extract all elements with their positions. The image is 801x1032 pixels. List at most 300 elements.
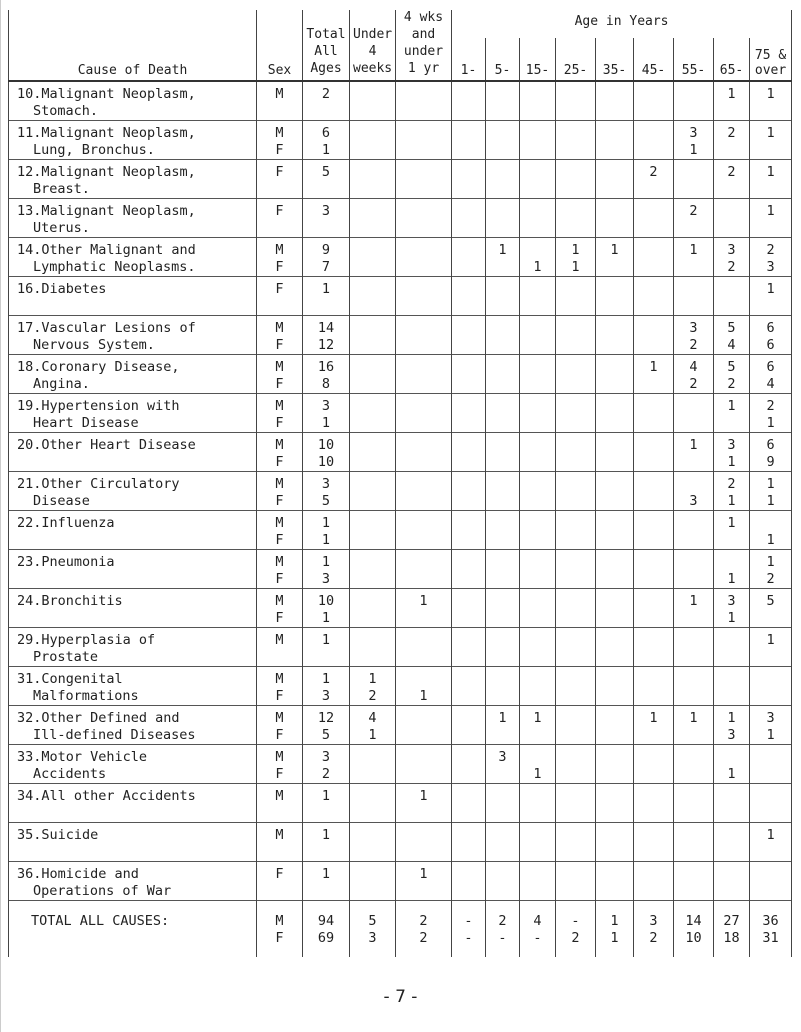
header-sex: Sex — [257, 10, 303, 81]
age-65-cell-line — [717, 749, 746, 766]
header-cause: Cause of Death — [9, 10, 257, 81]
sex-cell — [257, 784, 303, 823]
age-15-cell-line — [523, 554, 552, 571]
4wks-under-1yr-cell-line — [399, 749, 448, 766]
age-35-cell — [596, 628, 634, 667]
age-35-cell-line — [599, 103, 630, 120]
4wks-under-1yr-cell-line — [399, 671, 448, 688]
sex-cell-line: M — [275, 632, 284, 648]
under-4-weeks-cell-line — [353, 437, 392, 454]
age-15-cell — [520, 316, 556, 355]
age-25-cell-line: 1 — [571, 242, 580, 258]
4wks-under-1yr-cell — [396, 433, 452, 472]
under-4-weeks-cell-line — [353, 142, 392, 159]
age-45-cell-line — [637, 688, 670, 705]
under-4-weeks-cell-line — [353, 883, 392, 900]
age-65-cell-line: 2 — [727, 376, 736, 392]
total-cell-line: 6 — [321, 125, 331, 141]
age-25-cell-line — [559, 164, 592, 181]
age-75-over-cell-line — [753, 142, 788, 159]
age-25-cell — [556, 862, 596, 901]
age-75-over-cell-line: 1 — [766, 86, 775, 102]
totals-row — [9, 901, 792, 958]
age-5-cell-line — [489, 883, 516, 900]
age-65-cell — [714, 511, 750, 550]
sex-cell-line — [260, 103, 299, 120]
total-cell-line — [306, 649, 346, 666]
age-45-cell-line — [637, 827, 670, 844]
age-45-cell — [634, 433, 674, 472]
total-sex-cell-line: M — [275, 913, 284, 929]
sex-cell — [257, 121, 303, 160]
4wks-under-1yr-cell — [396, 238, 452, 277]
age-55-cell — [674, 628, 714, 667]
4wks-under-1yr-cell — [396, 355, 452, 394]
age-35-cell-line — [599, 844, 630, 861]
under-4-weeks-cell-line — [353, 571, 392, 588]
age-5-cell — [486, 862, 520, 901]
total-age-1-cell-line: - — [464, 913, 473, 929]
age-75-over-cell-line: 5 — [766, 593, 775, 609]
age-1-cell-line — [455, 749, 482, 766]
age-15-cell-line — [523, 181, 552, 198]
header-under-4-weeks: Under 4 weeks — [350, 10, 396, 81]
sex-cell-line: M — [275, 827, 284, 843]
age-75-over-cell-line: 1 — [766, 164, 775, 180]
age-45-cell-line — [637, 103, 670, 120]
age-65-cell-line — [717, 203, 746, 220]
age-1-cell-line — [455, 320, 482, 337]
total-age-35-cell-line: 1 — [610, 930, 619, 946]
age-55-cell — [674, 316, 714, 355]
table-row — [9, 823, 792, 862]
age-1-cell-line — [455, 125, 482, 142]
age-65-cell-line — [717, 103, 746, 120]
total-cell-line: 1 — [321, 632, 331, 648]
age-65-cell — [714, 472, 750, 511]
age-25-cell-line — [559, 710, 592, 727]
cause-cell-line: Breast. — [33, 181, 90, 197]
under-4-weeks-cell — [350, 511, 396, 550]
age-15-cell — [520, 784, 556, 823]
age-5-cell — [486, 628, 520, 667]
sex-cell-line — [260, 649, 299, 666]
sex-cell-line: M — [275, 359, 284, 375]
age-1-cell — [452, 199, 486, 238]
cause-cell — [9, 823, 257, 862]
header-total: Total All Ages — [303, 10, 350, 81]
total-age-5-cell — [486, 901, 520, 958]
age-65-cell-line: 1 — [727, 710, 736, 726]
age-15-cell-line — [523, 415, 552, 432]
age-1-cell-line — [455, 710, 482, 727]
age-15-cell-line — [523, 532, 552, 549]
age-15-cell-line — [523, 827, 552, 844]
age-5-cell-line — [489, 164, 516, 181]
age-15-cell — [520, 238, 556, 277]
age-25-cell-line — [559, 827, 592, 844]
age-15-cell — [520, 745, 556, 784]
4wks-under-1yr-cell-line — [399, 571, 448, 588]
age-15-cell-line — [523, 515, 552, 532]
age-15-cell-line — [523, 203, 552, 220]
age-25-cell-line — [559, 671, 592, 688]
age-35-cell — [596, 784, 634, 823]
under-4-weeks-cell-line — [353, 805, 392, 822]
age-35-cell — [596, 433, 634, 472]
age-15-cell-line — [523, 359, 552, 376]
age-15-cell-line — [523, 142, 552, 159]
age-5-cell-line — [489, 142, 516, 159]
age-1-cell-line — [455, 337, 482, 354]
age-15-cell — [520, 589, 556, 628]
age-75-over-cell — [750, 355, 792, 394]
table-row — [9, 550, 792, 589]
under-4-weeks-cell — [350, 355, 396, 394]
age-45-cell-line — [637, 532, 670, 549]
total-cell — [303, 277, 350, 316]
age-55-cell-line — [677, 571, 710, 588]
age-1-cell-line — [455, 766, 482, 783]
under-4-weeks-cell-line — [353, 86, 392, 103]
age-1-cell-line — [455, 398, 482, 415]
age-25-cell-line — [559, 766, 592, 783]
age-55-cell-line — [677, 827, 710, 844]
age-65-cell-line: 2 — [727, 259, 736, 275]
age-25-cell-line — [559, 86, 592, 103]
age-1-cell-line — [455, 242, 482, 259]
under-4-weeks-cell-line — [353, 649, 392, 666]
age-35-cell — [596, 862, 634, 901]
under-4-weeks-cell — [350, 472, 396, 511]
age-35-cell-line — [599, 571, 630, 588]
total-cell-line — [306, 883, 346, 900]
age-15-cell-line — [523, 454, 552, 471]
age-45-cell — [634, 316, 674, 355]
age-1-cell — [452, 238, 486, 277]
age-5-cell-line — [489, 493, 516, 510]
age-1-cell-line — [455, 86, 482, 103]
age-65-cell-line — [717, 883, 746, 900]
age-45-cell — [634, 160, 674, 199]
age-65-cell-line: 1 — [727, 610, 736, 626]
sex-cell — [257, 550, 303, 589]
age-5-cell-line — [489, 632, 516, 649]
age-45-cell — [634, 745, 674, 784]
age-15-cell-line — [523, 220, 552, 237]
total-age-75-over-cell — [750, 901, 792, 958]
under-4-weeks-cell — [350, 550, 396, 589]
total-under-4-weeks-cell — [350, 901, 396, 958]
age-5-cell-line — [489, 866, 516, 883]
age-45-cell-line — [637, 242, 670, 259]
age-75-over-cell-line: 9 — [766, 454, 775, 470]
age-75-over-cell — [750, 511, 792, 550]
total-cell-line: 7 — [321, 259, 331, 275]
age-1-cell-line — [455, 610, 482, 627]
age-1-cell — [452, 277, 486, 316]
cause-cell-line: 17.Vascular Lesions of — [17, 320, 196, 336]
under-4-weeks-cell — [350, 823, 396, 862]
age-1-cell — [452, 589, 486, 628]
age-65-cell-line — [717, 220, 746, 237]
age-25-cell-line — [559, 788, 592, 805]
age-35-cell-line — [599, 376, 630, 393]
table-row — [9, 706, 792, 745]
mortality-table-sheet — [8, 10, 791, 957]
cause-cell-line: 21.Other Circulatory — [17, 476, 180, 492]
total-cell — [303, 862, 350, 901]
age-5-cell — [486, 277, 520, 316]
age-35-cell — [596, 472, 634, 511]
total-cell-line: 9 — [321, 242, 331, 258]
table-row — [9, 589, 792, 628]
age-35-cell-line — [599, 359, 630, 376]
age-25-cell — [556, 784, 596, 823]
age-75-over-cell-line: 6 — [766, 437, 775, 453]
age-35-cell — [596, 316, 634, 355]
age-25-cell-line — [559, 593, 592, 610]
4wks-under-1yr-cell — [396, 121, 452, 160]
age-65-cell-line: 1 — [727, 515, 736, 531]
age-55-cell-line — [677, 610, 710, 627]
4wks-under-1yr-cell-line — [399, 142, 448, 159]
4wks-under-1yr-cell — [396, 472, 452, 511]
under-4-weeks-cell — [350, 589, 396, 628]
total-age-65-cell-line: 27 — [723, 913, 740, 929]
age-25-cell-line — [559, 515, 592, 532]
total-age-15-cell-line: - — [533, 930, 542, 946]
total-cell-line: 3 — [321, 476, 331, 492]
age-15-cell — [520, 667, 556, 706]
age-25-cell-line — [559, 571, 592, 588]
sex-cell — [257, 238, 303, 277]
age-65-cell-line — [717, 788, 746, 805]
age-5-cell — [486, 81, 520, 121]
4wks-under-1yr-cell — [396, 823, 452, 862]
4wks-under-1yr-cell — [396, 706, 452, 745]
age-15-cell-line — [523, 883, 552, 900]
table-row — [9, 160, 792, 199]
age-5-cell — [486, 823, 520, 862]
age-55-cell-line — [677, 883, 710, 900]
age-15-cell-line: 1 — [533, 259, 542, 275]
4wks-under-1yr-cell-line — [399, 844, 448, 861]
4wks-under-1yr-cell-line — [399, 649, 448, 666]
age-75-over-cell — [750, 277, 792, 316]
table-body — [9, 81, 792, 957]
age-5-cell — [486, 667, 520, 706]
sex-cell-line: F — [275, 454, 284, 470]
age-75-over-cell-line: 1 — [766, 125, 775, 141]
age-25-cell — [556, 589, 596, 628]
age-35-cell-line — [599, 515, 630, 532]
age-15-cell — [520, 823, 556, 862]
age-25-cell-line — [559, 298, 592, 315]
age-75-over-cell-line — [753, 671, 788, 688]
total-cell-line: 3 — [321, 203, 331, 219]
age-55-cell — [674, 667, 714, 706]
cause-cell-line: Accidents — [33, 766, 107, 782]
sex-cell-line: M — [275, 788, 284, 804]
total-cell — [303, 316, 350, 355]
age-75-over-cell-line: 6 — [766, 359, 775, 375]
4wks-under-1yr-cell-line — [399, 259, 448, 276]
under-4-weeks-cell — [350, 706, 396, 745]
age-65-cell — [714, 238, 750, 277]
age-25-cell-line — [559, 688, 592, 705]
age-1-cell — [452, 394, 486, 433]
table-row — [9, 784, 792, 823]
age-75-over-cell — [750, 160, 792, 199]
total-cell-line — [306, 844, 346, 861]
cause-cell-line: Angina. — [33, 376, 90, 392]
age-75-over-cell-line: 2 — [766, 571, 775, 587]
age-15-cell-line — [523, 281, 552, 298]
age-5-cell — [486, 355, 520, 394]
4wks-under-1yr-cell — [396, 745, 452, 784]
age-55-cell-line — [677, 515, 710, 532]
age-65-cell-line: 3 — [727, 437, 736, 453]
age-25-cell-line — [559, 476, 592, 493]
age-1-cell-line — [455, 415, 482, 432]
age-65-cell-line: 5 — [727, 359, 736, 375]
age-55-cell-line: 1 — [689, 142, 698, 158]
age-45-cell — [634, 862, 674, 901]
header-age-35: 35- — [596, 38, 634, 81]
cause-cell-line — [17, 298, 253, 315]
age-1-cell-line — [455, 688, 482, 705]
age-55-cell-line: 3 — [689, 493, 698, 509]
age-35-cell-line — [599, 632, 630, 649]
age-5-cell-line — [489, 554, 516, 571]
age-65-cell — [714, 745, 750, 784]
age-75-over-cell — [750, 667, 792, 706]
age-25-cell — [556, 277, 596, 316]
age-75-over-cell-line: 1 — [766, 632, 775, 648]
table-row — [9, 433, 792, 472]
age-1-cell-line — [455, 298, 482, 315]
age-75-over-cell-line — [753, 766, 788, 783]
cause-cell — [9, 472, 257, 511]
age-5-cell — [486, 589, 520, 628]
age-25-cell — [556, 160, 596, 199]
age-65-cell-line — [717, 688, 746, 705]
age-5-cell-line — [489, 125, 516, 142]
under-4-weeks-cell — [350, 316, 396, 355]
age-5-cell-line — [489, 398, 516, 415]
age-25-cell — [556, 628, 596, 667]
age-55-cell-line — [677, 454, 710, 471]
age-35-cell-line — [599, 766, 630, 783]
total-age-55-cell — [674, 901, 714, 958]
cause-cell-line: 33.Motor Vehicle — [17, 749, 148, 765]
age-5-cell-line — [489, 320, 516, 337]
age-35-cell-line — [599, 866, 630, 883]
age-35-cell-line — [599, 610, 630, 627]
sex-cell — [257, 277, 303, 316]
age-75-over-cell-line: 1 — [766, 554, 775, 570]
total-cell-line: 12 — [317, 337, 335, 353]
age-65-cell-line: 1 — [727, 493, 736, 509]
age-35-cell-line — [599, 437, 630, 454]
age-75-over-cell-line — [753, 883, 788, 900]
total-age-1-cell — [452, 901, 486, 958]
age-45-cell — [634, 706, 674, 745]
age-35-cell-line — [599, 415, 630, 432]
age-45-cell-line — [637, 181, 670, 198]
age-1-cell-line — [455, 164, 482, 181]
age-45-cell-line: 1 — [649, 359, 658, 375]
total-cell — [303, 589, 350, 628]
age-75-over-cell-line: 1 — [766, 476, 775, 492]
cause-cell-line: 19.Hypertension with — [17, 398, 180, 414]
age-35-cell-line — [599, 532, 630, 549]
age-55-cell-line — [677, 766, 710, 783]
age-45-cell — [634, 823, 674, 862]
cause-cell-line: 11.Malignant Neoplasm, — [17, 125, 196, 141]
age-25-cell-line — [559, 437, 592, 454]
sex-cell-line: F — [275, 142, 284, 158]
age-35-cell-line — [599, 181, 630, 198]
age-35-cell — [596, 277, 634, 316]
age-1-cell — [452, 433, 486, 472]
age-1-cell — [452, 472, 486, 511]
age-35-cell-line — [599, 827, 630, 844]
age-15-cell-line — [523, 649, 552, 666]
age-1-cell-line — [455, 515, 482, 532]
age-65-cell — [714, 81, 750, 121]
age-5-cell-line — [489, 532, 516, 549]
age-35-cell — [596, 745, 634, 784]
age-45-cell — [634, 784, 674, 823]
table-row — [9, 472, 792, 511]
cause-cell-line: Ill-defined Diseases — [33, 727, 196, 743]
age-35-cell — [596, 706, 634, 745]
age-65-cell — [714, 589, 750, 628]
age-45-cell-line — [637, 727, 670, 744]
age-55-cell-line: 1 — [689, 242, 698, 258]
total-age-25-cell — [556, 901, 596, 958]
cause-cell-line — [17, 454, 253, 471]
age-25-cell-line — [559, 883, 592, 900]
age-15-cell-line — [523, 866, 552, 883]
age-55-cell-line: 2 — [689, 337, 698, 353]
sex-cell-line: M — [275, 593, 284, 609]
age-25-cell — [556, 199, 596, 238]
cause-cell-line: 29.Hyperplasia of — [17, 632, 156, 648]
age-25-cell-line — [559, 844, 592, 861]
age-45-cell-line — [637, 259, 670, 276]
age-35-cell-line — [599, 883, 630, 900]
age-35-cell-line — [599, 688, 630, 705]
age-15-cell — [520, 277, 556, 316]
age-5-cell-line — [489, 359, 516, 376]
under-4-weeks-cell — [350, 199, 396, 238]
age-25-cell — [556, 472, 596, 511]
cause-cell — [9, 862, 257, 901]
total-cell-line: 1 — [321, 554, 331, 570]
total-cell-line: 8 — [321, 376, 331, 392]
total-under-4-weeks-cell-line: 3 — [368, 930, 377, 946]
age-55-cell — [674, 823, 714, 862]
total-total-cell-line: 94 — [317, 913, 335, 929]
age-65-cell-line: 1 — [727, 398, 736, 414]
under-4-weeks-cell-line: 1 — [368, 671, 377, 687]
age-55-cell-line — [677, 103, 710, 120]
4wks-under-1yr-cell — [396, 511, 452, 550]
age-15-cell-line — [523, 476, 552, 493]
